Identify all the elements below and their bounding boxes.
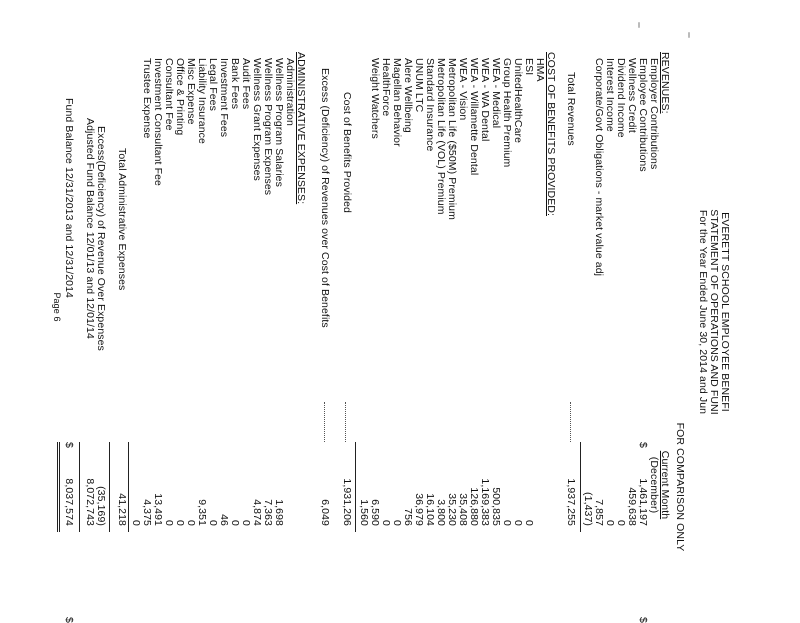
benefit-value: 1,169,383 — [479, 478, 491, 526]
total-revenues-label: Total Revenues — [565, 72, 577, 146]
admin-label: Audit Fees — [240, 58, 252, 110]
admin-value: 0 — [174, 520, 186, 526]
admin-label: Bank Fees — [229, 58, 241, 110]
benefit-value: 16,104 — [424, 493, 436, 526]
double-rule — [57, 442, 60, 532]
admin-value: 4,375 — [141, 499, 153, 526]
admin-label: Consultant Fee — [163, 58, 175, 131]
for-comparison-label: FOR COMPARISON ONLY — [674, 422, 686, 552]
fund-balance-value: 8,037,574 — [63, 478, 75, 526]
revenues-heading-row — [659, 2, 670, 622]
scan-speck — [688, 32, 690, 38]
revenue-value: 459,638 — [626, 487, 638, 526]
revenue-label: Corporate/Govt Obligations - market value adj — [593, 58, 605, 277]
admin-label: Wellness Program Salaries — [273, 58, 285, 187]
benefit-value: 0 — [501, 520, 513, 526]
benefit-label: Standard Insurance — [424, 58, 436, 152]
admin-row — [130, 2, 153, 622]
excess-expenses-row — [95, 2, 106, 622]
benefit-value: 0 — [391, 520, 403, 526]
admin-value: 0 — [163, 520, 175, 526]
admin-label: Investment Fees — [218, 58, 230, 138]
subtotal-rule — [580, 442, 581, 532]
excess-benefits-row — [319, 2, 330, 622]
cost-heading-row — [545, 2, 556, 622]
dollar-sign: $ — [637, 442, 649, 448]
revenue-value: (1,437) — [582, 492, 594, 526]
admin-value: 1,698 — [273, 499, 285, 526]
benefit-row — [358, 2, 381, 622]
admin-total-row — [116, 2, 127, 622]
admin-value: 0 — [229, 520, 241, 526]
column-subtitle: (December) — [648, 456, 660, 514]
admin-label: Wellness Program Expenses — [262, 58, 274, 196]
admin-value: 13,491 — [152, 493, 164, 526]
admin-value: 7,363 — [262, 499, 274, 526]
admin-value: 9,351 — [196, 499, 208, 526]
benefit-value: 6,590 — [369, 499, 381, 526]
excess-benefits-value: 6,049 — [319, 499, 331, 526]
benefit-value: 36,979 — [413, 493, 425, 526]
adjusted-fund-label: Adjusted Fund Balance 12/01/13 and 12/01/14 — [84, 118, 96, 339]
report-subtitle: STATEMENT OF OPERATIONS AND FUNI — [708, 209, 720, 415]
dotted-leader — [570, 402, 571, 442]
revenue-row — [593, 2, 604, 622]
revenues-heading: REVENUES: — [659, 52, 671, 114]
benefit-label: Metropolitan Life (VOL) Premium — [435, 58, 447, 215]
cost-total-label: Cost of Benefits Provided — [341, 92, 353, 213]
cost-of-benefits-heading: COST OF BENEFITS PROVIDED: — [545, 52, 557, 217]
dollar-sign-right: $ — [63, 617, 75, 623]
cost-total-row — [341, 2, 352, 622]
revenue-label: Wellness Credit — [626, 58, 638, 133]
benefit-value: 500,835 — [490, 487, 502, 526]
revenue-label: Dividend Income — [615, 58, 627, 138]
report-title: EVERETT SCHOOL EMPLOYEE BENEFI — [719, 212, 731, 412]
admin-label: Administration — [284, 58, 296, 126]
revenue-value: 0 — [604, 520, 616, 526]
admin-label: Liability Insurance — [196, 58, 208, 144]
benefit-value: 0 — [512, 520, 524, 526]
admin-value: 4,874 — [251, 499, 263, 526]
benefit-value: 35,230 — [446, 493, 458, 526]
excess-expenses-label: Excess(Deficiency) of Revenue Over Expenses — [95, 126, 107, 351]
revenue-value: 0 — [615, 520, 627, 526]
revenue-row — [637, 2, 648, 622]
revenue-value: 1,461,197 — [637, 478, 649, 526]
financial-statement — [40, 2, 730, 622]
admin-label: Trustee Expense — [141, 58, 153, 139]
fund-balance-label: Fund Balance 12/31/2013 and 12/31/2014 — [63, 98, 75, 298]
adjusted-fund-value: 8,072,743 — [84, 478, 96, 526]
admin-value: 0 — [240, 520, 252, 526]
admin-label: Legal Fees — [207, 58, 219, 111]
revenue-row — [615, 2, 626, 622]
total-revenues-value: 1,937,255 — [565, 478, 577, 526]
scan-speck — [638, 22, 640, 28]
revenue-label: Employee Contributions — [637, 58, 649, 172]
revenue-row — [604, 2, 615, 622]
admin-value: 0 — [130, 520, 142, 526]
revenue-row — [626, 2, 637, 622]
adjusted-fund-row — [84, 2, 95, 622]
benefit-label: WEA - WA Dental — [479, 58, 491, 142]
benefit-value: 1,560 — [358, 499, 370, 526]
subtotal-rule — [109, 442, 110, 532]
benefit-label: HealthForce — [380, 58, 392, 117]
benefit-label: HMA — [534, 58, 546, 82]
excess-expenses-value: (35,169) — [95, 486, 107, 526]
dollar-sign-right: $ — [637, 617, 649, 623]
admin-value: 46 — [218, 514, 230, 526]
benefit-label: WEA - Medical — [490, 58, 502, 129]
benefit-label: Weight Watchers — [369, 58, 381, 139]
benefit-value: 3,800 — [435, 499, 447, 526]
benefit-label: WEA - Willamette Dental — [468, 58, 480, 176]
dotted-leader — [345, 402, 346, 442]
benefit-value: 0 — [380, 520, 392, 526]
revenue-label: Interest Income — [604, 58, 616, 132]
benefit-value: 35,408 — [457, 493, 469, 526]
benefit-value: 756 — [402, 508, 414, 526]
admin-total-label: Total Administrative Expenses — [116, 148, 128, 291]
admin-heading-row — [295, 2, 306, 622]
dollar-sign: $ — [63, 442, 75, 448]
cost-total-value: 1,931,206 — [341, 478, 353, 526]
admin-total-value: 41,218 — [116, 493, 128, 526]
benefit-label: Magellan Behavior — [391, 58, 403, 147]
revenue-label: Employer Contributions — [648, 58, 660, 170]
admin-expenses-heading: ADMINISTRATIVE EXPENSES: — [295, 52, 307, 205]
excess-benefits-label: Excess (Deficiency) of Revenues over Cost of Benefits — [319, 68, 331, 328]
page-number: Page 6 — [52, 292, 62, 322]
benefit-label: Alere Wellbeing — [402, 58, 414, 133]
benefit-label: UNUM LTC — [413, 58, 425, 113]
subtotal-rule — [355, 442, 356, 532]
subtotal-rule — [128, 442, 129, 532]
admin-label: Wellness Grant Expenses — [251, 58, 263, 181]
admin-label: Investment Consultant Fee — [152, 58, 164, 186]
admin-value: 0 — [185, 520, 197, 526]
admin-label: Office & Printing — [174, 58, 186, 136]
revenue-value: 7,857 — [593, 499, 605, 526]
subtotal-rule — [79, 442, 80, 532]
benefit-label: ESI — [523, 58, 535, 76]
dotted-leader — [324, 402, 325, 442]
benefit-label: WEA - Vision — [457, 58, 469, 121]
benefit-label: Metropolitan Life ($50M) Premium — [446, 58, 458, 220]
total-revenues-row — [565, 2, 576, 622]
fund-balance-row — [63, 2, 74, 622]
benefit-label: Group Health Premium — [501, 58, 513, 168]
benefit-value: 126,880 — [468, 487, 480, 526]
column-title: Current Month — [659, 450, 671, 520]
revenue-value-row — [582, 2, 593, 622]
benefit-value: 0 — [523, 520, 535, 526]
benefit-label: UnitedHealthCare — [512, 58, 524, 144]
admin-value: 0 — [207, 520, 219, 526]
admin-label: Misc Expense — [185, 58, 197, 125]
report-period: For the Year Ended June 30, 2014 and Jun — [697, 209, 709, 415]
